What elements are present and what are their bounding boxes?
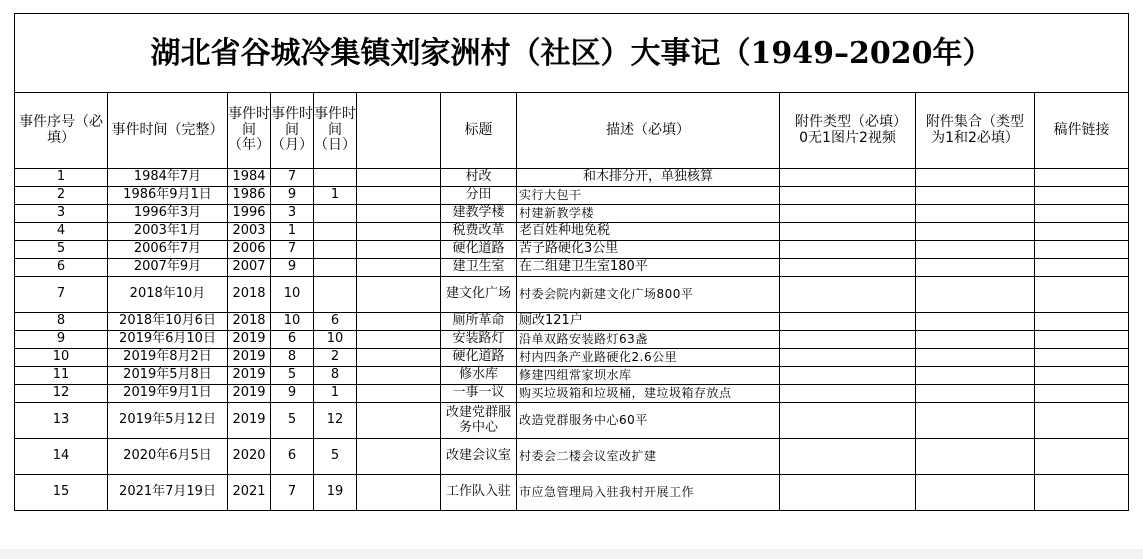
cell-seq[interactable]: 1 <box>15 169 108 187</box>
cell-blank[interactable] <box>357 169 441 187</box>
cell-datetime[interactable]: 1984年7月 <box>108 169 228 187</box>
cell-seq[interactable]: 15 <box>15 475 108 511</box>
cell-attach-set[interactable] <box>916 259 1035 277</box>
cell-attach-type[interactable] <box>780 367 916 385</box>
table-row <box>15 241 1129 259</box>
header-attach-type[interactable]: 附件类型（必填）0无1图片2视频 <box>780 93 916 169</box>
cell-attach-set[interactable] <box>916 349 1035 367</box>
table-row <box>15 223 1129 241</box>
cell-attach-set[interactable] <box>916 313 1035 331</box>
cell-datetime[interactable]: 2020年6月5日 <box>108 439 228 475</box>
cell-description[interactable]: 市应急管理局入驻我村开展工作 <box>517 475 780 511</box>
cell-datetime[interactable]: 1996年3月 <box>108 205 228 223</box>
cell-attach-set[interactable] <box>916 439 1035 475</box>
cell-description[interactable]: 改造党群服务中心60平 <box>517 403 780 439</box>
cell-day[interactable]: 1 <box>314 385 357 403</box>
cell-link[interactable] <box>1035 475 1129 511</box>
header-year[interactable]: 事件时间（年） <box>228 93 271 169</box>
cell-day[interactable]: 19 <box>314 475 357 511</box>
cell-datetime[interactable]: 2019年8月2日 <box>108 349 228 367</box>
cell-day[interactable] <box>314 169 357 187</box>
cell-attach-type[interactable] <box>780 331 916 349</box>
cell-headline[interactable]: 建文化广场 <box>441 277 517 313</box>
cell-seq[interactable]: 4 <box>15 223 108 241</box>
cell-headline[interactable]: 分田 <box>441 187 517 205</box>
cell-blank[interactable] <box>357 223 441 241</box>
cell-headline[interactable]: 税费改革 <box>441 223 517 241</box>
table-row <box>15 403 1129 439</box>
cell-attach-type[interactable] <box>780 169 916 187</box>
cell-description[interactable]: 村委会院内新建文化广场800平 <box>517 277 780 313</box>
cell-attach-set[interactable] <box>916 367 1035 385</box>
cell-headline[interactable]: 改建会议室 <box>441 439 517 475</box>
cell-description[interactable]: 实行大包干 <box>517 187 780 205</box>
cell-blank[interactable] <box>357 187 441 205</box>
cell-attach-set[interactable] <box>916 169 1035 187</box>
page-title: 湖北省谷城冷集镇刘家洲村（社区）大事记（1949–2020年） <box>15 14 1129 93</box>
cell-day[interactable] <box>314 277 357 313</box>
cell-link[interactable] <box>1035 169 1129 187</box>
cell-day[interactable] <box>314 223 357 241</box>
cell-headline[interactable]: 安装路灯 <box>441 331 517 349</box>
cell-link[interactable] <box>1035 313 1129 331</box>
cell-blank[interactable] <box>357 277 441 313</box>
cell-attach-type[interactable] <box>780 403 916 439</box>
cell-month[interactable]: 7 <box>271 241 314 259</box>
table-row <box>15 475 1129 511</box>
cell-attach-type[interactable] <box>780 259 916 277</box>
cell-seq[interactable]: 14 <box>15 439 108 475</box>
cell-attach-type[interactable] <box>780 313 916 331</box>
cell-day[interactable]: 10 <box>314 331 357 349</box>
cell-link[interactable] <box>1035 187 1129 205</box>
cell-blank[interactable] <box>357 349 441 367</box>
cell-day[interactable]: 6 <box>314 313 357 331</box>
cell-attach-set[interactable] <box>916 385 1035 403</box>
cell-attach-set[interactable] <box>916 187 1035 205</box>
cell-attach-type[interactable] <box>780 385 916 403</box>
cell-link[interactable] <box>1035 259 1129 277</box>
cell-seq[interactable]: 5 <box>15 241 108 259</box>
cell-headline[interactable]: 厕所革命 <box>441 313 517 331</box>
cell-year[interactable]: 2019 <box>228 349 271 367</box>
cell-link[interactable] <box>1035 439 1129 475</box>
cell-link[interactable] <box>1035 385 1129 403</box>
cell-attach-set[interactable] <box>916 241 1035 259</box>
cell-description[interactable]: 村委会二楼会议室改扩建 <box>517 439 780 475</box>
cell-description[interactable]: 购买垃圾箱和垃圾桶，建垃圾箱存放点 <box>517 385 780 403</box>
cell-attach-set[interactable] <box>916 331 1035 349</box>
cell-headline[interactable]: 建卫生室 <box>441 259 517 277</box>
cell-link[interactable] <box>1035 367 1129 385</box>
cell-description[interactable]: 村内四条产业路硬化2.6公里 <box>517 349 780 367</box>
cell-blank[interactable] <box>357 439 441 475</box>
cell-month[interactable]: 5 <box>271 403 314 439</box>
cell-blank[interactable] <box>357 205 441 223</box>
cell-link[interactable] <box>1035 277 1129 313</box>
header-headline[interactable]: 标题 <box>441 93 517 169</box>
cell-datetime[interactable]: 2003年1月 <box>108 223 228 241</box>
cell-attach-type[interactable] <box>780 241 916 259</box>
cell-description[interactable]: 修建四组常家坝水库 <box>517 367 780 385</box>
cell-attach-type[interactable] <box>780 205 916 223</box>
cell-year[interactable]: 2021 <box>228 475 271 511</box>
cell-month[interactable]: 5 <box>271 367 314 385</box>
cell-year[interactable]: 2020 <box>228 439 271 475</box>
table-row <box>15 439 1129 475</box>
cell-day[interactable]: 1 <box>314 187 357 205</box>
cell-year[interactable]: 2019 <box>228 367 271 385</box>
cell-description[interactable]: 和木排分开，单独核算 <box>517 169 780 187</box>
cell-attach-type[interactable] <box>780 439 916 475</box>
cell-attach-type[interactable] <box>780 277 916 313</box>
cell-day[interactable]: 12 <box>314 403 357 439</box>
cell-year[interactable]: 1986 <box>228 187 271 205</box>
cell-headline[interactable]: 硬化道路 <box>441 349 517 367</box>
cell-headline[interactable]: 建教学楼 <box>441 205 517 223</box>
cell-year[interactable]: 2003 <box>228 223 271 241</box>
cell-description[interactable]: 村建新教学楼 <box>517 205 780 223</box>
cell-attach-set[interactable] <box>916 205 1035 223</box>
cell-year[interactable]: 2019 <box>228 403 271 439</box>
cell-month[interactable]: 9 <box>271 259 314 277</box>
cell-blank[interactable] <box>357 385 441 403</box>
cell-link[interactable] <box>1035 403 1129 439</box>
cell-datetime[interactable]: 2007年9月 <box>108 259 228 277</box>
cell-description[interactable]: 老百姓种地免税 <box>517 223 780 241</box>
cell-seq[interactable]: 13 <box>15 403 108 439</box>
table-row <box>15 385 1129 403</box>
cell-headline[interactable]: 硬化道路 <box>441 241 517 259</box>
cell-year[interactable]: 2018 <box>228 277 271 313</box>
cell-year[interactable]: 2018 <box>228 313 271 331</box>
cell-month[interactable]: 6 <box>271 439 314 475</box>
cell-month[interactable]: 1 <box>271 223 314 241</box>
cell-link[interactable] <box>1035 331 1129 349</box>
header-link[interactable]: 稿件链接 <box>1035 93 1129 169</box>
cell-blank[interactable] <box>357 241 441 259</box>
table-row <box>15 367 1129 385</box>
cell-year[interactable]: 2019 <box>228 385 271 403</box>
cell-blank[interactable] <box>357 367 441 385</box>
cell-month[interactable]: 7 <box>271 169 314 187</box>
cell-month[interactable]: 7 <box>271 475 314 511</box>
cell-headline[interactable]: 一事一议 <box>441 385 517 403</box>
cell-month[interactable]: 10 <box>271 277 314 313</box>
cell-month[interactable]: 3 <box>271 205 314 223</box>
cell-link[interactable] <box>1035 241 1129 259</box>
cell-datetime[interactable]: 2006年7月 <box>108 241 228 259</box>
cell-blank[interactable] <box>357 475 441 511</box>
table-row <box>15 205 1129 223</box>
cell-seq[interactable]: 10 <box>15 349 108 367</box>
cell-description[interactable]: 沿单双路安装路灯63盏 <box>517 331 780 349</box>
table-row <box>15 349 1129 367</box>
cell-datetime[interactable]: 2019年5月8日 <box>108 367 228 385</box>
cell-datetime[interactable]: 2019年9月1日 <box>108 385 228 403</box>
cell-month[interactable]: 8 <box>271 349 314 367</box>
cell-day[interactable] <box>314 259 357 277</box>
cell-link[interactable] <box>1035 349 1129 367</box>
cell-headline[interactable]: 修水库 <box>441 367 517 385</box>
cell-datetime[interactable]: 1986年9月1日 <box>108 187 228 205</box>
cell-year[interactable]: 1996 <box>228 205 271 223</box>
table-body <box>15 169 1129 511</box>
cell-seq[interactable]: 6 <box>15 259 108 277</box>
cell-attach-set[interactable] <box>916 475 1035 511</box>
cell-attach-type[interactable] <box>780 349 916 367</box>
sheet-bottom-strip <box>0 549 1143 559</box>
cell-seq[interactable]: 12 <box>15 385 108 403</box>
cell-blank[interactable] <box>357 331 441 349</box>
cell-blank[interactable] <box>357 313 441 331</box>
cell-blank[interactable] <box>357 259 441 277</box>
table-row <box>15 259 1129 277</box>
event-table <box>14 13 1129 511</box>
cell-month[interactable]: 10 <box>271 313 314 331</box>
cell-day[interactable] <box>314 241 357 259</box>
cell-description[interactable]: 苦子路硬化3公里 <box>517 241 780 259</box>
cell-attach-set[interactable] <box>916 223 1035 241</box>
header-attach-set[interactable]: 附件集合（类型为1和2必填） <box>916 93 1035 169</box>
cell-attach-type[interactable] <box>780 223 916 241</box>
cell-seq[interactable]: 7 <box>15 277 108 313</box>
header-day[interactable]: 事件时间（日） <box>314 93 357 169</box>
cell-year[interactable]: 2019 <box>228 331 271 349</box>
table-row <box>15 187 1129 205</box>
cell-headline[interactable]: 村改 <box>441 169 517 187</box>
table-row <box>15 277 1129 313</box>
cell-day[interactable]: 8 <box>314 367 357 385</box>
cell-month[interactable]: 9 <box>271 385 314 403</box>
header-month[interactable]: 事件时间（月） <box>271 93 314 169</box>
cell-day[interactable]: 5 <box>314 439 357 475</box>
header-datetime[interactable]: 事件时间（完整） <box>108 93 228 169</box>
cell-attach-set[interactable] <box>916 277 1035 313</box>
cell-month[interactable]: 9 <box>271 187 314 205</box>
cell-description[interactable]: 厕改121户 <box>517 313 780 331</box>
cell-day[interactable] <box>314 205 357 223</box>
cell-datetime[interactable]: 2018年10月 <box>108 277 228 313</box>
cell-datetime[interactable]: 2018年10月6日 <box>108 313 228 331</box>
cell-headline[interactable]: 工作队入驻 <box>441 475 517 511</box>
cell-year[interactable]: 1984 <box>228 169 271 187</box>
cell-seq[interactable]: 11 <box>15 367 108 385</box>
cell-seq[interactable]: 3 <box>15 205 108 223</box>
table-row <box>15 169 1129 187</box>
cell-datetime[interactable]: 2019年5月12日 <box>108 403 228 439</box>
cell-attach-type[interactable] <box>780 475 916 511</box>
header-description[interactable]: 描述（必填） <box>517 93 780 169</box>
cell-seq[interactable]: 9 <box>15 331 108 349</box>
cell-year[interactable]: 2007 <box>228 259 271 277</box>
cell-year[interactable]: 2006 <box>228 241 271 259</box>
cell-link[interactable] <box>1035 205 1129 223</box>
cell-datetime[interactable]: 2021年7月19日 <box>108 475 228 511</box>
cell-blank[interactable] <box>357 403 441 439</box>
cell-datetime[interactable]: 2019年6月10日 <box>108 331 228 349</box>
header-row <box>15 93 1129 169</box>
cell-seq[interactable]: 2 <box>15 187 108 205</box>
cell-month[interactable]: 6 <box>271 331 314 349</box>
cell-headline[interactable]: 改建党群服务中心 <box>441 403 517 439</box>
cell-seq[interactable]: 8 <box>15 313 108 331</box>
cell-day[interactable]: 2 <box>314 349 357 367</box>
header-seq[interactable]: 事件序号（必填） <box>15 93 108 169</box>
cell-attach-type[interactable] <box>780 187 916 205</box>
table-row <box>15 331 1129 349</box>
table-row <box>15 313 1129 331</box>
cell-description[interactable]: 在二组建卫生室180平 <box>517 259 780 277</box>
header-blank[interactable] <box>357 93 441 169</box>
cell-link[interactable] <box>1035 223 1129 241</box>
cell-attach-set[interactable] <box>916 403 1035 439</box>
